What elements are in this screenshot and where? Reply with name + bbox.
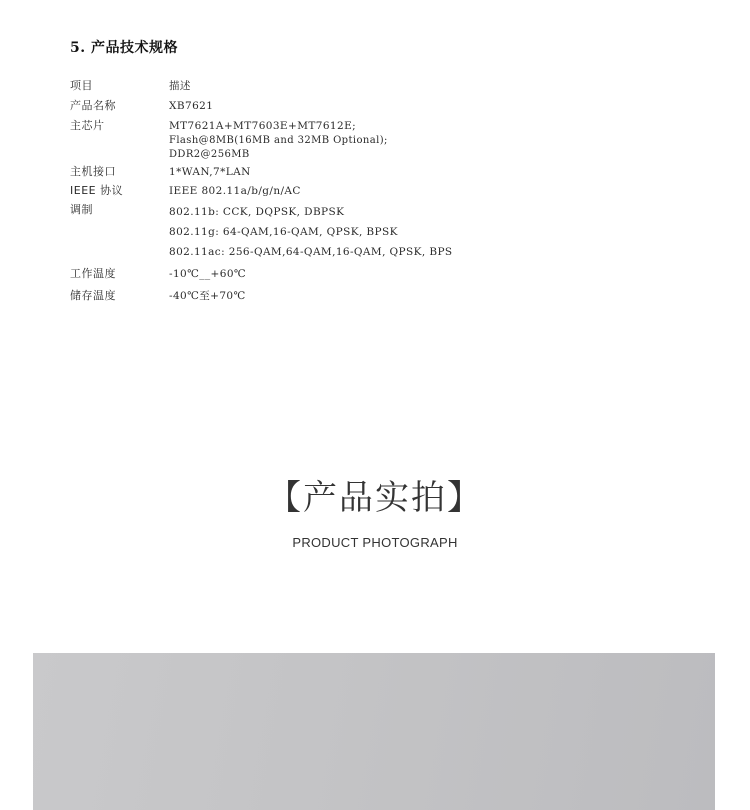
modulation-line: 802.11b: CCK, DQPSK, DBPSK xyxy=(169,206,345,218)
spec-row-work-temp xyxy=(70,266,670,282)
spec-header-row xyxy=(70,78,670,94)
spec-key-modulation: 调制 xyxy=(70,203,93,216)
chip-line: MT7621A+MT7603E+MT7612E; xyxy=(169,120,357,132)
spec-row-port xyxy=(70,164,670,180)
modulation-line: 802.11ac: 256-QAM,64-QAM,16-QAM, QPSK, BPS xyxy=(169,246,453,258)
spec-val-port: 1*WAN,7*LAN xyxy=(169,166,251,178)
chip-line: Flash@8MB(16MB and 32MB Optional); xyxy=(169,135,388,146)
spec-row-modulation xyxy=(70,202,670,262)
spec-key-port: 主机接口 xyxy=(70,165,116,178)
spec-header-key: 项目 xyxy=(70,79,93,92)
spec-key-storage-temp: 储存温度 xyxy=(70,289,116,302)
spec-row-ieee xyxy=(70,183,670,199)
spec-key-work-temp: 工作温度 xyxy=(70,267,116,280)
product-photo xyxy=(33,653,715,810)
section-title: 5. 产品技术规格 xyxy=(70,40,178,56)
modulation-line: 802.11g: 64-QAM,16-QAM, QPSK, BPSK xyxy=(169,226,398,238)
spec-val-ieee: IEEE 802.11a/b/g/n/AC xyxy=(169,185,301,197)
spec-row-product-name xyxy=(70,98,670,114)
spec-val-work-temp: -10℃__+60℃ xyxy=(169,268,247,280)
spec-header-val: 描述 xyxy=(169,80,191,92)
spec-key-chip: 主芯片 xyxy=(70,119,105,132)
spec-val-modulation xyxy=(169,202,670,262)
spec-val-storage-temp: -40℃至+70℃ xyxy=(169,290,246,302)
spec-val-chip xyxy=(169,118,670,162)
spec-row-storage-temp xyxy=(70,288,670,304)
photo-section-title: 【产品实拍】 xyxy=(267,478,483,518)
spec-key-product-name: 产品名称 xyxy=(70,99,116,112)
photo-section-subtitle: PRODUCT PHOTOGRAPH xyxy=(292,535,458,550)
spec-row-chip xyxy=(70,118,670,162)
spec-val-product-name: XB7621 xyxy=(169,100,214,112)
chip-line: DDR2@256MB xyxy=(169,149,250,160)
spec-key-ieee: IEEE 协议 xyxy=(70,184,124,197)
spec-table xyxy=(70,78,670,304)
